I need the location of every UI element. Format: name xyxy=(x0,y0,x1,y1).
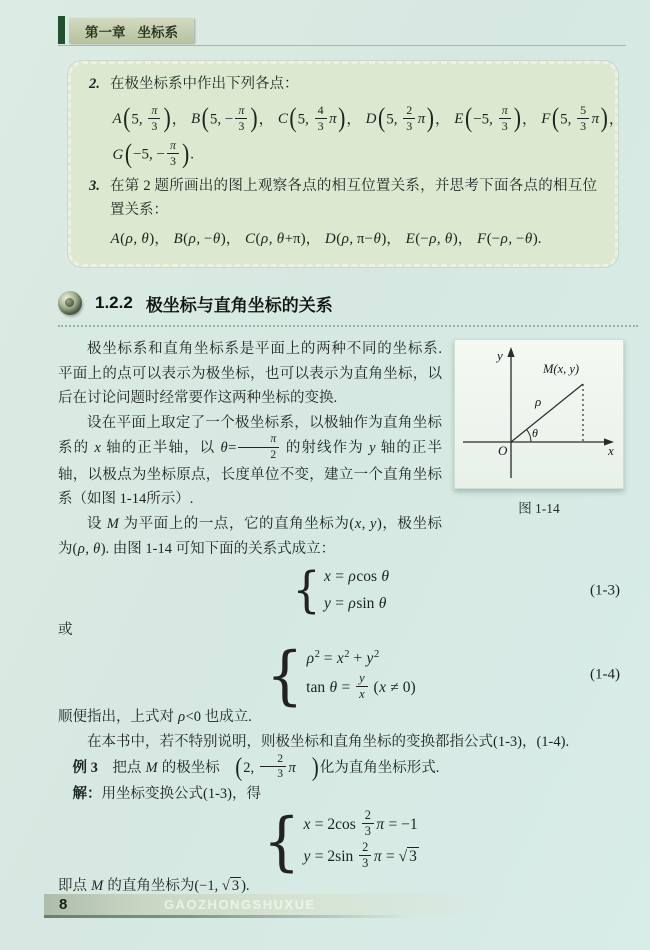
figure-1-14 xyxy=(454,339,624,521)
example-3-statement xyxy=(58,751,624,782)
eq13-label: (1-3) xyxy=(590,582,620,599)
sphere-bullet-icon xyxy=(58,291,82,315)
remark-rho-negative: 顺便指出，上式对 ρ<0 也成立. xyxy=(58,709,252,726)
solution-label: 解： xyxy=(72,785,102,802)
paragraph-3: 设 M 为平面上的一点，它的直角坐标为(x, y)，极坐标为(ρ, θ). 由图 1-14 可知下面的关系式成立： xyxy=(58,516,443,557)
problem-3-number: 3. xyxy=(89,178,100,195)
figure-theta-label: θ xyxy=(532,425,538,440)
problem-2-points-line2: G(−5, − $\frac{\pi}{3}$ ). xyxy=(112,138,195,169)
section-title: 极坐标与直角坐标的关系 xyxy=(145,295,333,315)
section-heading xyxy=(58,291,624,327)
chapter-accent-bar xyxy=(58,16,65,44)
example-3-body: 把点 M 的极坐标 (2, $\frac{2}{3}$ π )化为直角坐标形式. xyxy=(97,751,440,782)
equation-1-4 xyxy=(58,637,624,713)
paragraph-1: 极坐标系和直角坐标系是平面上的两种不同的坐标系. 平面上的点可以表示为极坐标，也可以表示为直角坐标，以后在讨论问题时经常要作这两种坐标的变换. xyxy=(58,340,442,407)
conclusion-line: 即点 M 的直角坐标为(−1, √ 3 ). xyxy=(58,877,250,894)
problem-2-number: 2. xyxy=(89,76,100,92)
footer-bar xyxy=(44,894,494,915)
dotted-rule xyxy=(58,325,638,327)
section-number: 1.2.2 xyxy=(95,293,133,313)
page-footer xyxy=(44,894,494,918)
paragraph-2: 设在平面上取定了一个极坐标系，以极轴作为直角坐标系的 x 轴的正半轴，以 θ= $\frac{\pi}{2}$ 的射线作为 y 轴的正半轴，以极点为坐标原点，长度单位不变，建立一个直角坐标系（如图 1-14所示）. xyxy=(58,414,443,508)
problem-3-text: 在第 2 题所画出的图上观察各点的相互位置关系，并思考下面各点的相互位置关系： xyxy=(110,178,597,219)
or-connector: 或 xyxy=(58,622,73,639)
eq14-label: (1-4) xyxy=(590,666,620,683)
footer-watermark: GAOZHONGSHUXUE xyxy=(164,897,316,912)
eq14-line1: $\rho^2 = x^2 + y^2$ xyxy=(306,649,380,668)
chapter-tab xyxy=(69,18,194,43)
problem-2-text: 在极坐标系中作出下列各点： xyxy=(110,76,299,92)
eq13-line1: x = ρcos θ xyxy=(323,568,389,586)
figure-y-label: y xyxy=(497,347,503,363)
figure-x-label: x xyxy=(608,442,614,458)
example-eq-line1: x = 2cos $\frac{2}{3}$ π = −1 xyxy=(303,807,418,838)
equation-1-3 xyxy=(58,562,624,619)
chapter-label: 第一章 xyxy=(85,24,126,40)
problem-3-points: A(ρ, θ)， B(ρ, −θ)， C(ρ, θ+π)， D(ρ, π−θ)， E(−ρ, θ)， F(−ρ, −θ). xyxy=(110,231,542,248)
left-brace: { xyxy=(266,637,304,713)
eq13-line2: y = ρsin θ xyxy=(323,595,387,613)
solution-body: 用坐标变换公式(1-3)，得 xyxy=(101,785,261,802)
polar-rect-diagram xyxy=(455,340,623,488)
chapter-title: 坐标系 xyxy=(137,24,178,40)
page-number: 8 xyxy=(59,896,68,913)
problem-2-points-line1: A(5, $\frac{\pi}{3}$ )， B(5, − $\frac{\pi}{3}$ )， C(5, $\frac{4}{3}$ π)， D(5, $\frac{2}{3}$ π)， E(−5, $\frac{\pi}{3}$ )， F(5, $\frac{5}{3}$ π)， xyxy=(112,102,624,134)
main-text xyxy=(58,337,624,898)
example-eq-line2: y = 2sin $\frac{2}{3}$ π = √ 3 xyxy=(303,839,417,870)
example-equations xyxy=(58,803,624,879)
figure-rho-label: ρ xyxy=(535,393,542,409)
figure-panel xyxy=(454,339,624,489)
example-3-label: 例 3 xyxy=(72,759,98,776)
figure-caption: 图 1-14 xyxy=(518,500,560,516)
eq14-line2: tan θ = $\frac{y}{x}$ (x ≠ 0) xyxy=(306,671,416,702)
page-header xyxy=(58,16,628,46)
problem-3 xyxy=(89,175,597,252)
left-brace: { xyxy=(263,803,301,879)
figure-point-label: M(x, y) xyxy=(543,361,580,376)
exercise-box xyxy=(68,61,624,267)
left-brace: { xyxy=(292,562,321,619)
solution-line xyxy=(58,782,624,807)
figure-origin-label: O xyxy=(498,442,508,458)
remark-book-convention: 在本书中，若不特别说明，则极坐标和直角坐标的变换都指公式(1-3)，(1-4). xyxy=(87,733,570,750)
problem-2 xyxy=(89,73,624,169)
footer-rule xyxy=(44,915,449,918)
